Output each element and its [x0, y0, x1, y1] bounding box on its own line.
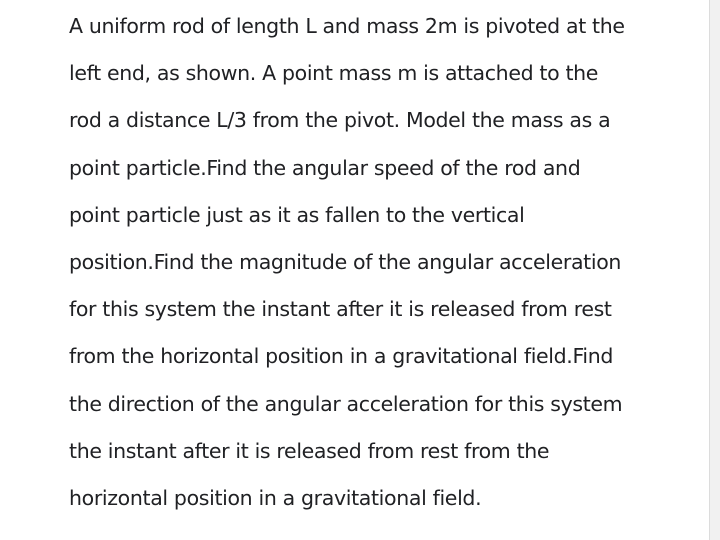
problem-line: point particle just as it as fallen to the vertical	[69, 202, 525, 227]
problem-line: for this system the instant after it is released from rest	[69, 297, 612, 322]
page-edge-divider	[709, 0, 720, 540]
problem-line: from the horizontal position in a gravitational field.Find	[69, 344, 614, 369]
problem-line: point particle.Find the angular speed of the rod and	[69, 155, 581, 180]
problem-line: rod a distance L/3 from the pivot. Model the mass as a	[69, 108, 611, 133]
problem-line: the direction of the angular acceleration for this system	[69, 391, 623, 416]
problem-text	[69, 7, 689, 526]
problem-line: position.Find the magnitude of the angular acceleration	[69, 249, 622, 274]
problem-line: the instant after it is released from rest from the	[69, 438, 550, 463]
problem-line: A uniform rod of length L and mass 2m is pivoted at the	[69, 14, 625, 38]
problem-line: horizontal position in a gravitational field.	[69, 485, 482, 510]
problem-line: left end, as shown. A point mass m is attached to the	[69, 61, 599, 86]
